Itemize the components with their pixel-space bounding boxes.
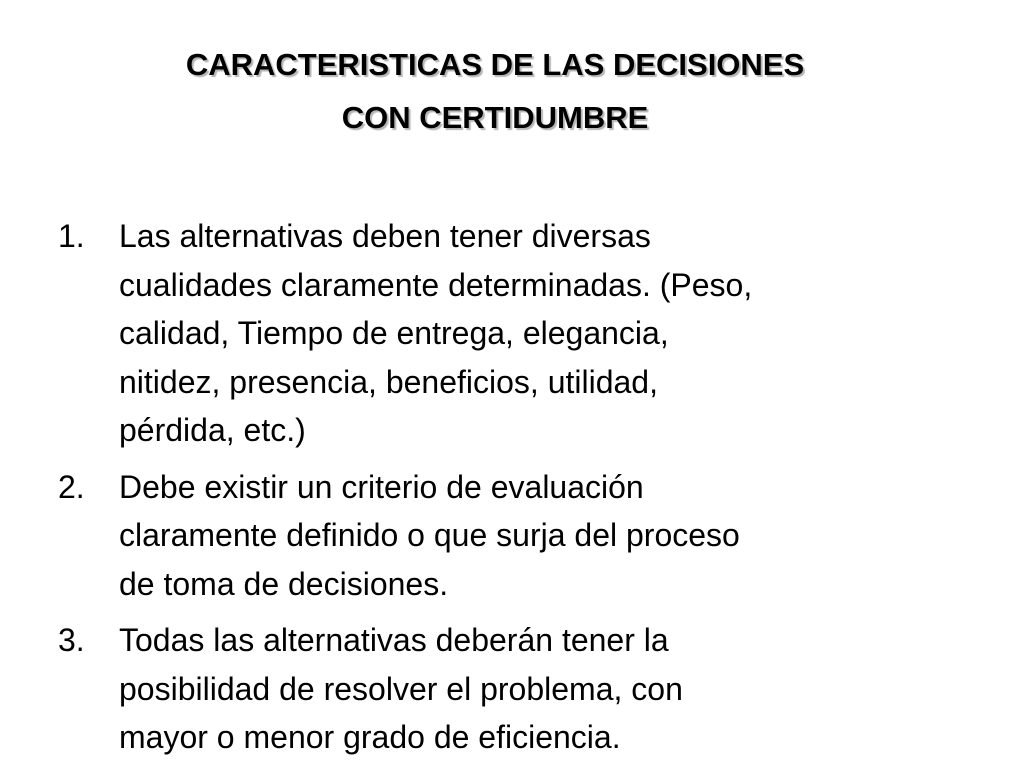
slide-title-line-2: CON CERTIDUMBRE <box>341 100 649 135</box>
list-item-line: Todas las alternativas deberán tener la <box>119 622 669 658</box>
list-item-line: Debe existir un criterio de evaluación <box>119 468 644 505</box>
list-item-text <box>119 212 958 455</box>
list-item-line: pérdida, etc.) <box>119 412 306 448</box>
list-item-line: claramente definido o que surja del proceso <box>119 517 740 553</box>
list-item <box>58 616 958 762</box>
list-item <box>58 212 958 455</box>
list-item-line: mayor o menor grado de eficiencia. <box>119 719 621 755</box>
list-item-text <box>119 616 958 762</box>
slide-title <box>0 38 990 144</box>
list-item-line: de toma de decisiones. <box>119 565 449 602</box>
list-item-line: cualidades claramente determinadas. (Peso, <box>119 266 753 303</box>
list-item-line: posibilidad de resolver el problema, con <box>119 670 683 707</box>
list-item-number: 3. <box>58 622 85 658</box>
list-item <box>58 463 958 609</box>
characteristics-list <box>58 212 958 768</box>
list-item-line: calidad, Tiempo de entrega, elegancia, <box>119 315 669 351</box>
slide-title-line-1: CARACTERISTICAS DE LAS DECISIONES <box>185 47 805 82</box>
list-item-line: nitidez, presencia, beneficios, utilidad, <box>119 363 658 400</box>
list-item-line: Las alternativas deben tener diversas <box>119 218 651 254</box>
list-item-number: 2. <box>58 468 85 505</box>
list-item-number: 1. <box>58 218 85 254</box>
list-item-text <box>119 463 958 609</box>
